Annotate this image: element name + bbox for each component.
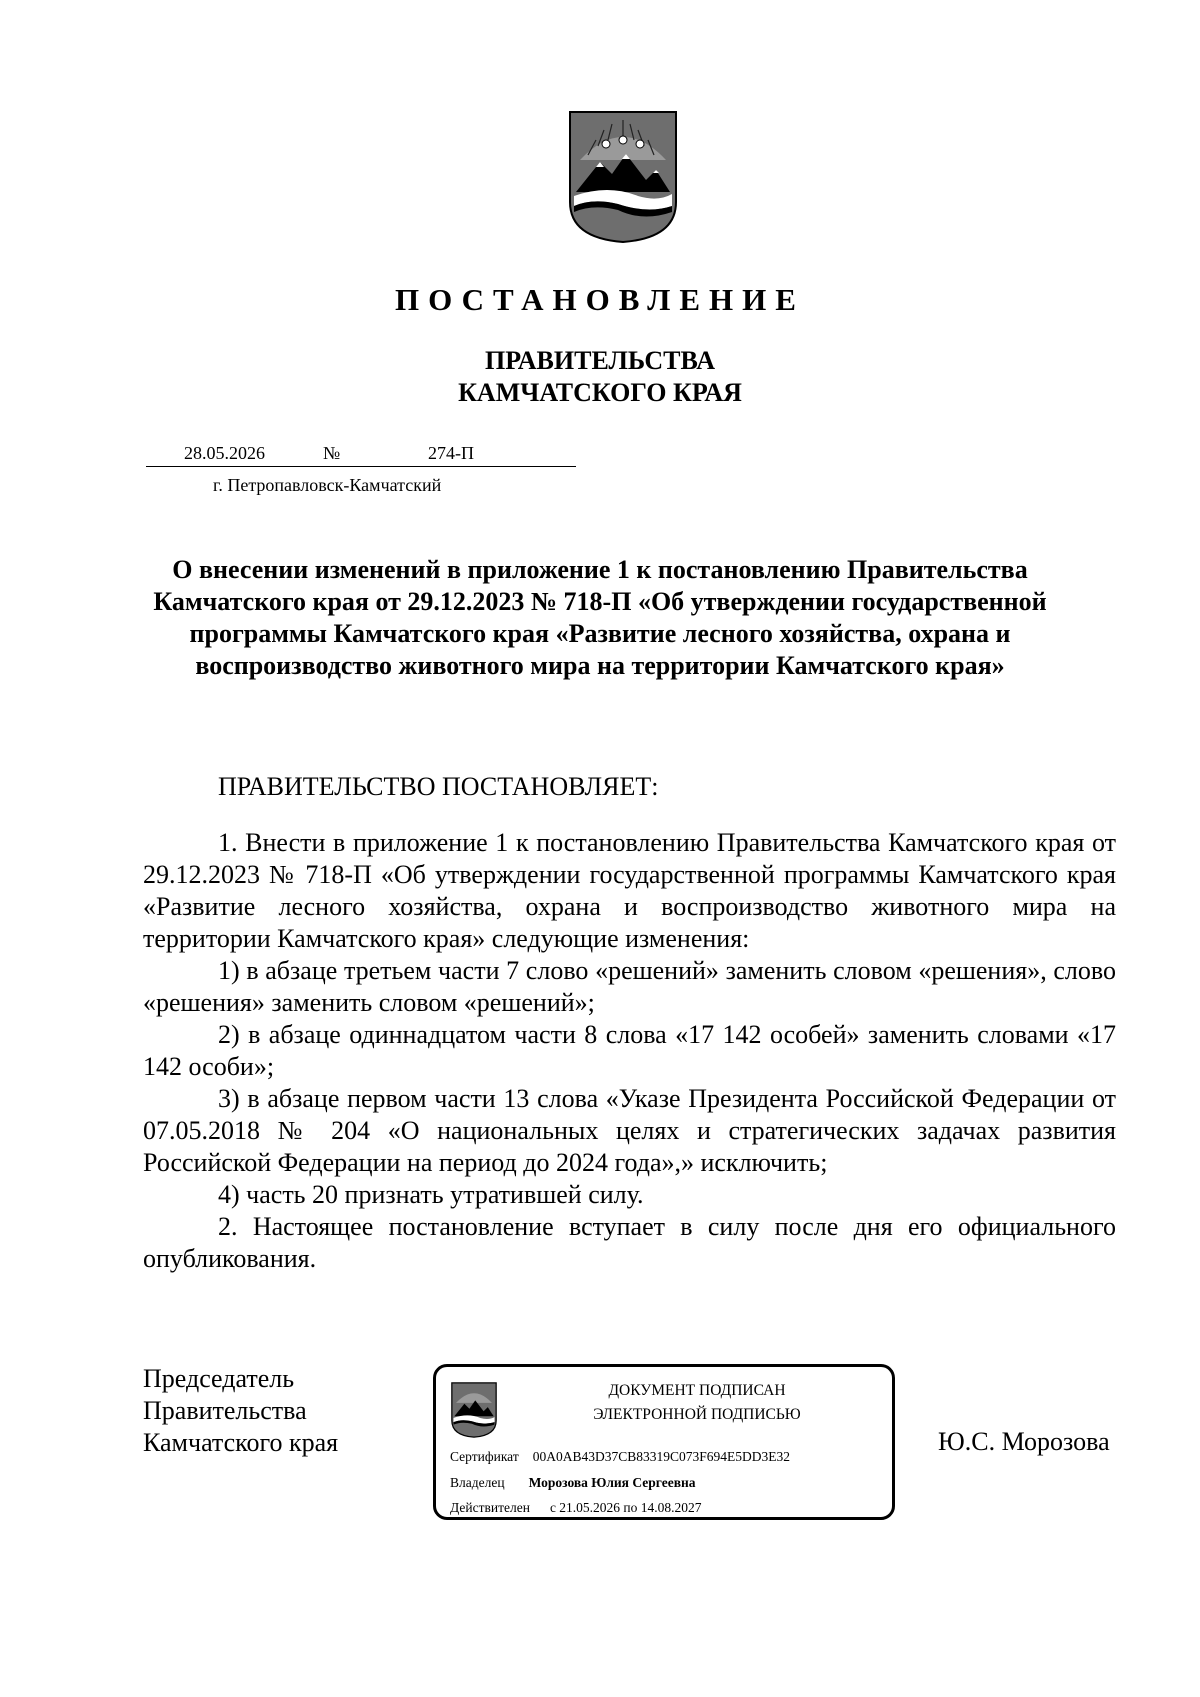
signer-position [143, 1363, 338, 1459]
stamp-heading-line: ЭЛЕКТРОННОЙ ПОДПИСЬЮ [593, 1406, 801, 1423]
paragraph: 4) часть 20 признать утратившей силу. [218, 1180, 644, 1209]
number-sign: № [323, 443, 341, 463]
signer-position-line: Камчатского края [143, 1428, 339, 1457]
document-body [143, 827, 1116, 1275]
stamp-heading [516, 1379, 878, 1427]
kamchatka-coat-of-arms-icon [451, 1379, 497, 1441]
document-type: ПОСТАНОВЛЕНИЕ [395, 282, 805, 317]
certificate-row [450, 1449, 790, 1465]
signer-name: Ю.С. Морозова [938, 1427, 1110, 1456]
underline [146, 466, 576, 467]
owner-value: Морозова Юлия Сергеевна [528, 1475, 696, 1490]
validity-row [450, 1500, 702, 1516]
validity-label: Действителен [450, 1500, 530, 1515]
owner-label: Владелец [450, 1475, 505, 1490]
resolves-heading: ПРАВИТЕЛЬСТВО ПОСТАНОВЛЯЕТ: [218, 772, 659, 801]
signer-position-line: Правительства [143, 1396, 307, 1425]
paragraph: 2. Настоящее постановление вступает в силу после дня его официального опубликования. [143, 1212, 1116, 1273]
paragraph: 2) в абзаце одиннадцатом части 8 слова «17 142 особей» заменить словами «17 142 особи»; [143, 1020, 1116, 1081]
issuer-line-1: ПРАВИТЕЛЬСТВА [485, 346, 715, 375]
document-number: 274-П [428, 443, 474, 463]
document-title: О внесении изменений в приложение 1 к постановлению Правительства Камчатского края от 29.12.2023 № 718-П «Об утверждении государственной программы Камчатского края «Развитие лесного хозяйства, охрана и воспроизводство животного мира на территории Камчатского края» [153, 555, 1047, 680]
electronic-signature-stamp [433, 1364, 895, 1520]
paragraph: 1) в абзаце третьем части 7 слово «решений» заменить словом «решения», слово «решения» заменить словом «решений»; [143, 956, 1116, 1017]
kamchatka-coat-of-arms-icon [568, 110, 678, 244]
paragraph: 1. Внести в приложение 1 к постановлению Правительства Камчатского края от 29.12.2023 № 718-П «Об утверждении государственной программы Камчатского края «Развитие лесного хозяйства, охрана и воспроизводство животного мира на территории Камчатского края» следующие изменения: [143, 828, 1116, 953]
certificate-value: 00A0AB43D37CB83319C073F694E5DD3E32 [532, 1449, 790, 1464]
city: г. Петропавловск-Камчатский [213, 475, 442, 495]
paragraph: 3) в абзаце первом части 13 слова «Указе Президента Российской Федерации от 07.05.2018 № 204 «О национальных целях и стратегических задачах развития Российской Федерации на период до 2024 года»,» исключить; [143, 1084, 1116, 1177]
document-date: 28.05.2026 [184, 443, 265, 463]
issuer-line-2: КАМЧАТСКОГО КРАЯ [458, 378, 742, 407]
owner-row [450, 1475, 696, 1491]
stamp-heading-line: ДОКУМЕНТ ПОДПИСАН [608, 1382, 786, 1399]
date-number-line [146, 443, 576, 467]
certificate-label: Сертификат [450, 1449, 519, 1464]
validity-value: с 21.05.2026 по 14.08.2027 [549, 1500, 702, 1515]
signer-position-line: Председатель [143, 1364, 295, 1393]
